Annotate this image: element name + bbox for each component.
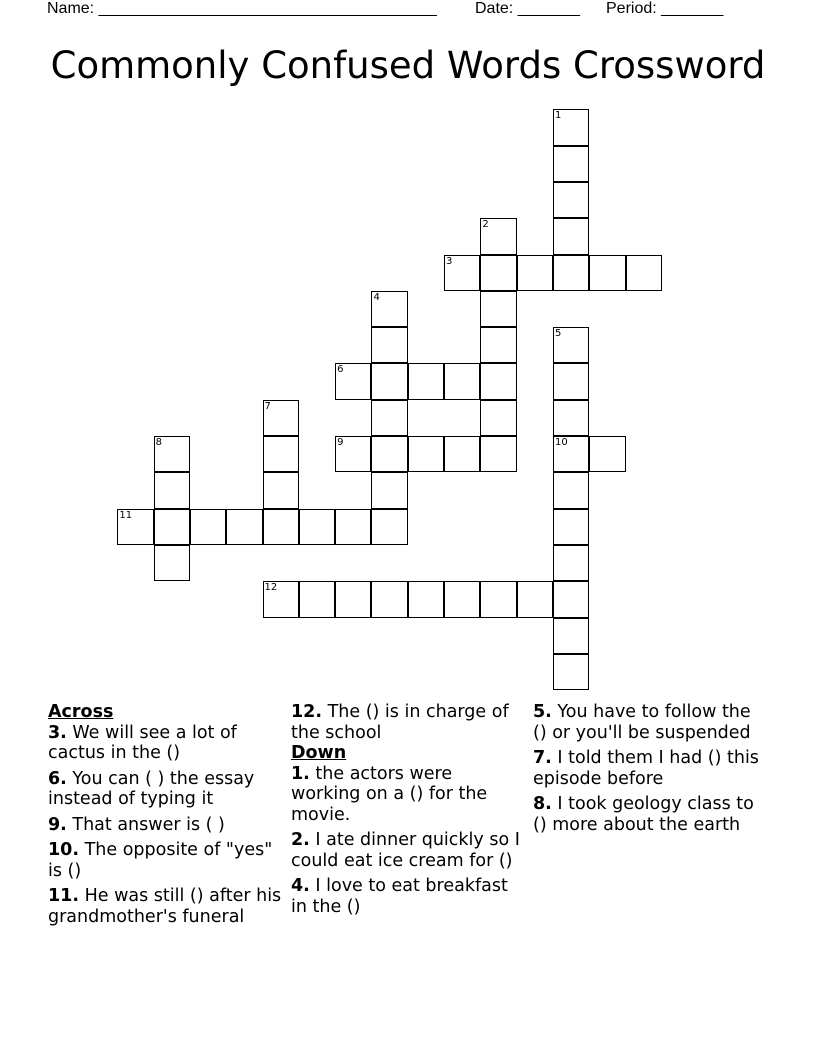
period-field[interactable]: Period: _______ bbox=[606, 0, 724, 17]
clue-number-label: 1 bbox=[554, 110, 562, 122]
across-heading: Across bbox=[48, 702, 114, 722]
clue-number: 11. bbox=[48, 886, 80, 906]
clue-number-label: 10 bbox=[554, 437, 568, 449]
crossword-cell[interactable] bbox=[335, 436, 371, 472]
clue-number-label: 12 bbox=[264, 582, 278, 594]
clue-text: I told them I had () this episode before bbox=[533, 748, 759, 789]
crossword-cell[interactable] bbox=[553, 581, 589, 617]
clue-text: He was still () after his grandmother's funeral bbox=[48, 886, 282, 927]
clue-down-7 bbox=[533, 748, 769, 789]
crossword-cell[interactable] bbox=[480, 218, 516, 254]
down-heading: Down bbox=[291, 743, 347, 763]
clue-number-label: 5 bbox=[554, 328, 562, 340]
clue-across-6 bbox=[48, 769, 284, 810]
clues-column-2 bbox=[291, 702, 527, 922]
crossword-cell[interactable] bbox=[480, 436, 516, 472]
clue-text: I love to eat breakfast in the () bbox=[291, 876, 508, 917]
clue-number-label: 6 bbox=[337, 364, 344, 376]
crossword-cell[interactable] bbox=[408, 363, 444, 399]
clue-text: That answer is ( ) bbox=[72, 814, 225, 835]
crossword-cell[interactable] bbox=[154, 472, 190, 508]
crossword-cell[interactable] bbox=[371, 291, 407, 327]
crossword-cell[interactable] bbox=[335, 581, 371, 617]
crossword-cell[interactable] bbox=[553, 509, 589, 545]
crossword-cell[interactable] bbox=[553, 472, 589, 508]
crossword-cell[interactable] bbox=[480, 363, 516, 399]
clue-text: We will see a lot of cactus in the () bbox=[48, 722, 237, 763]
crossword-cell[interactable] bbox=[517, 255, 553, 291]
clue-number: 3. bbox=[48, 722, 67, 743]
crossword-cell[interactable] bbox=[263, 581, 299, 617]
crossword-cell[interactable] bbox=[371, 327, 407, 363]
clue-down-8 bbox=[533, 794, 769, 835]
crossword-cell[interactable] bbox=[263, 400, 299, 436]
crossword-cell[interactable] bbox=[335, 509, 371, 545]
clue-number-label: 9 bbox=[337, 437, 344, 449]
crossword-cell[interactable] bbox=[117, 509, 153, 545]
crossword-cell[interactable] bbox=[154, 436, 190, 472]
crossword-cell[interactable] bbox=[154, 545, 190, 581]
crossword-cell[interactable] bbox=[553, 182, 589, 218]
crossword-cell[interactable] bbox=[371, 400, 407, 436]
clue-text: You can ( ) the essay instead of typing it bbox=[48, 768, 255, 809]
clue-text: The opposite of "yes" is () bbox=[48, 840, 273, 881]
clue-down-5 bbox=[533, 702, 769, 743]
clue-number-label: 4 bbox=[373, 291, 380, 303]
crossword-cell[interactable] bbox=[553, 327, 589, 363]
clue-number: 7. bbox=[533, 748, 552, 768]
crossword-cell[interactable] bbox=[626, 255, 662, 291]
clue-number: 5. bbox=[533, 702, 552, 722]
crossword-cell[interactable] bbox=[371, 509, 407, 545]
crossword-cell[interactable] bbox=[299, 509, 335, 545]
clue-text: I ate dinner quickly so I could eat ice cream for () bbox=[291, 830, 520, 871]
crossword-cell[interactable] bbox=[408, 581, 444, 617]
crossword-cell[interactable] bbox=[408, 436, 444, 472]
clue-down-4 bbox=[291, 876, 527, 917]
crossword-cell[interactable] bbox=[553, 363, 589, 399]
clue-number: 12. bbox=[291, 702, 323, 722]
clue-text: I took geology class to () more about the earth bbox=[533, 794, 754, 835]
crossword-cell[interactable] bbox=[589, 255, 625, 291]
crossword-cell[interactable] bbox=[480, 327, 516, 363]
clue-across-10 bbox=[48, 840, 284, 881]
crossword-cell[interactable] bbox=[553, 400, 589, 436]
crossword-cell[interactable] bbox=[444, 255, 480, 291]
crossword-cell[interactable] bbox=[553, 146, 589, 182]
page-title: Commonly Confused Words Crossword bbox=[50, 44, 766, 87]
crossword-cell[interactable] bbox=[371, 363, 407, 399]
date-field[interactable]: Date: _______ bbox=[475, 0, 580, 17]
crossword-cell[interactable] bbox=[553, 545, 589, 581]
clue-text: You have to follow the () or you'll be suspended bbox=[533, 702, 751, 743]
crossword-cell[interactable] bbox=[263, 509, 299, 545]
crossword-cell[interactable] bbox=[444, 581, 480, 617]
crossword-cell[interactable] bbox=[371, 472, 407, 508]
crossword-cell[interactable] bbox=[299, 581, 335, 617]
clue-down-1 bbox=[291, 764, 527, 826]
clue-text: The () is in charge of the school bbox=[291, 702, 509, 743]
clue-number-label: 7 bbox=[264, 400, 271, 412]
crossword-cell[interactable] bbox=[335, 363, 371, 399]
crossword-cell[interactable] bbox=[263, 436, 299, 472]
crossword-cell[interactable] bbox=[553, 218, 589, 254]
clue-number-label: 2 bbox=[482, 219, 489, 231]
clue-number: 10. bbox=[48, 840, 80, 860]
clues-column-3 bbox=[533, 702, 769, 840]
clue-down-2 bbox=[291, 830, 527, 871]
clue-across-11 bbox=[48, 886, 284, 927]
crossword-cell[interactable] bbox=[226, 509, 262, 545]
crossword-cell[interactable] bbox=[371, 581, 407, 617]
clue-number: 6. bbox=[48, 768, 67, 789]
crossword-cell[interactable] bbox=[480, 581, 516, 617]
crossword-cell[interactable] bbox=[480, 255, 516, 291]
clue-number: 1. bbox=[291, 763, 310, 784]
clue-text: the actors were working on a () for the movie. bbox=[291, 763, 488, 825]
crossword-cell[interactable] bbox=[480, 291, 516, 327]
clue-number: 2. bbox=[291, 830, 310, 850]
crossword-cell[interactable] bbox=[444, 436, 480, 472]
name-field[interactable]: Name: ______________________________________ bbox=[47, 0, 437, 17]
crossword-cell[interactable] bbox=[190, 509, 226, 545]
crossword-cell[interactable] bbox=[517, 581, 553, 617]
clue-across-9 bbox=[48, 815, 284, 836]
clue-number-label: 3 bbox=[446, 255, 453, 267]
clue-number: 8. bbox=[533, 794, 552, 814]
clue-number: 9. bbox=[48, 814, 67, 835]
clue-number-label: 8 bbox=[155, 437, 163, 449]
clue-across-3 bbox=[48, 723, 284, 764]
crossword-cell[interactable] bbox=[444, 363, 480, 399]
clues-column-1 bbox=[48, 702, 284, 932]
clue-across-12 bbox=[291, 702, 527, 743]
crossword-cell[interactable] bbox=[589, 436, 625, 472]
crossword-cell[interactable] bbox=[553, 436, 589, 472]
crossword-cell[interactable] bbox=[371, 436, 407, 472]
crossword-cell[interactable] bbox=[263, 472, 299, 508]
crossword-cell[interactable] bbox=[553, 654, 589, 690]
clue-number: 4. bbox=[291, 876, 310, 896]
crossword-cell[interactable] bbox=[553, 109, 589, 145]
crossword-cell[interactable] bbox=[553, 255, 589, 291]
crossword-cell[interactable] bbox=[553, 618, 589, 654]
crossword-cell[interactable] bbox=[154, 509, 190, 545]
crossword-cell[interactable] bbox=[480, 400, 516, 436]
clue-number-label: 11 bbox=[119, 509, 133, 521]
